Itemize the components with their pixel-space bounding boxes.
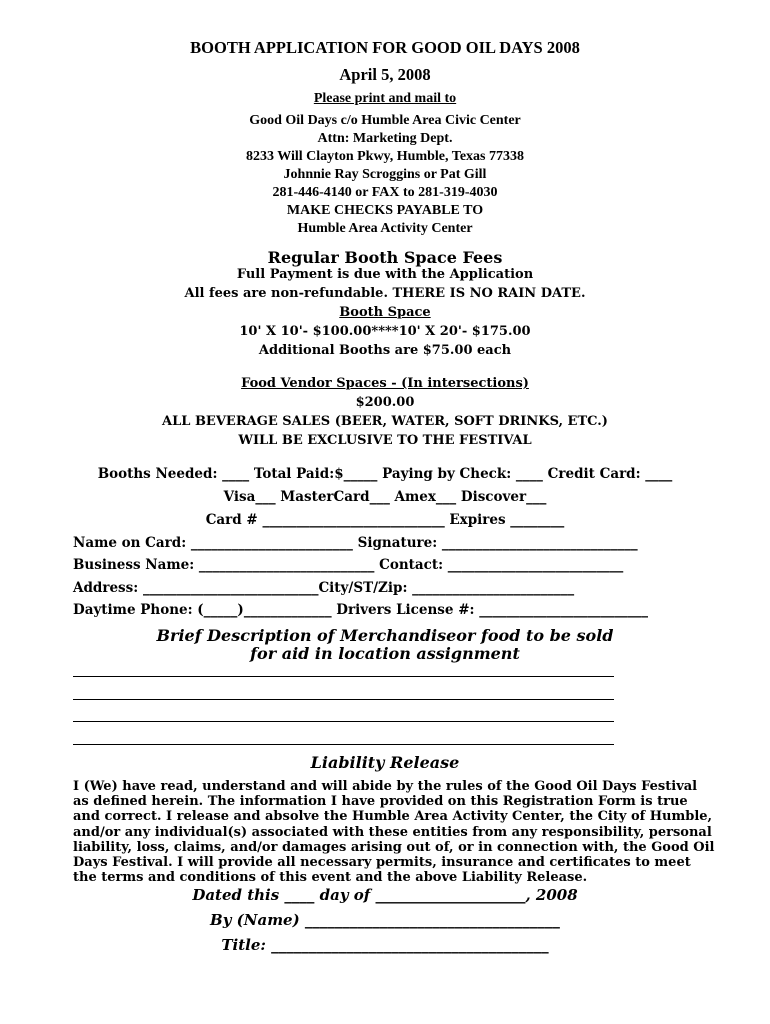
by-name-field[interactable]: By (Name) __________________________________	[210, 911, 560, 929]
food-vendor-label: Food Vendor Spaces - (In intersections)	[241, 376, 529, 391]
liability-line: Days Festival. I will provide all necessary permits, insurance and certificates to meet	[73, 855, 691, 871]
address-line: MAKE CHECKS PAYABLE TO	[286, 203, 484, 218]
refund-note: All fees are non-refundable. THERE IS NO RAIN DATE.	[184, 286, 586, 301]
card-type-row[interactable]: Visa___ MasterCard___ Amex___ Discover___	[223, 489, 547, 505]
liability-line: I (We) have read, understand and will abide by the rules of the Good Oil Days Festival	[73, 779, 698, 794]
liability-line: and/or any individual(s) associated with these entities from any responsibility, personal	[73, 824, 712, 840]
description-line[interactable]	[73, 676, 614, 677]
mail-instruction: Please print and mail to	[313, 91, 457, 106]
address-line: 8233 Will Clayton Pkwy, Humble, Texas 77338	[246, 149, 524, 164]
liability-line: as defined herein. The information I have provided on this Registration Form is true	[73, 794, 688, 810]
daytime-phone-field[interactable]: Daytime Phone: (_____)_____________ Drivers License #: _________________________	[73, 602, 648, 618]
title-field[interactable]: Title: _____________________________________	[221, 936, 549, 954]
description-line[interactable]	[73, 744, 614, 745]
description-subheading: for aid in location assignment	[250, 644, 520, 663]
card-number-row[interactable]: Card # ___________________________ Expires ________	[205, 512, 565, 528]
address-line: Johnnie Ray Scroggins or Pat Gill	[283, 167, 487, 182]
description-heading: Brief Description of Merchandiseor food to be sold	[156, 626, 614, 645]
liability-line: and correct. I release and absolve the Humble Area Activity Center, the City of Humble,	[73, 809, 713, 825]
additional-booths: Additional Booths are $75.00 each	[258, 343, 512, 358]
description-line[interactable]	[73, 721, 614, 722]
address-line: Humble Area Activity Center	[297, 221, 473, 236]
liability-line: the terms and conditions of this event and the above Liability Release.	[73, 870, 588, 886]
liability-heading: Liability Release	[310, 753, 460, 772]
business-name-field[interactable]: Business Name: __________________________ Contact: __________________________	[73, 557, 624, 573]
document-title: BOOTH APPLICATION FOR GOOD OIL DAYS 2008	[190, 38, 580, 57]
beverage-note: ALL BEVERAGE SALES (BEER, WATER, SOFT DRINKS, ETC.)	[162, 414, 608, 429]
beverage-note: WILL BE EXCLUSIVE TO THE FESTIVAL	[238, 433, 532, 448]
address-line: 281-446-4140 or FAX to 281-319-4030	[272, 185, 498, 200]
description-line[interactable]	[73, 699, 614, 700]
food-vendor-price: $200.00	[355, 395, 415, 410]
address-line: Attn: Marketing Dept.	[317, 131, 453, 146]
event-date: April 5, 2008	[339, 65, 431, 84]
dated-field[interactable]: Dated this ____ day of ____________________, 2008	[192, 886, 578, 904]
fees-heading: Regular Booth Space Fees	[267, 248, 503, 267]
address-line: Good Oil Days c/o Humble Area Civic Center	[249, 113, 521, 128]
liability-line: liability, loss, claims, and/or damages arising out of, or in connection with, the Good Oil	[73, 839, 715, 855]
booth-space-label: Booth Space	[339, 305, 431, 320]
liability-text	[73, 779, 713, 885]
booth-prices: 10' X 10'- $100.00****10' X 20'- $175.00	[239, 324, 531, 339]
name-on-card-field[interactable]: Name on Card: ________________________ Signature: _____________________________	[73, 535, 638, 551]
booths-payment-row[interactable]: Booths Needed: ____ Total Paid:$_____ Paying by Check: ____ Credit Card: ____	[97, 466, 673, 482]
address-field[interactable]: Address: __________________________City/ST/Zip: ________________________	[73, 580, 575, 596]
payment-note: Full Payment is due with the Application	[236, 267, 534, 282]
